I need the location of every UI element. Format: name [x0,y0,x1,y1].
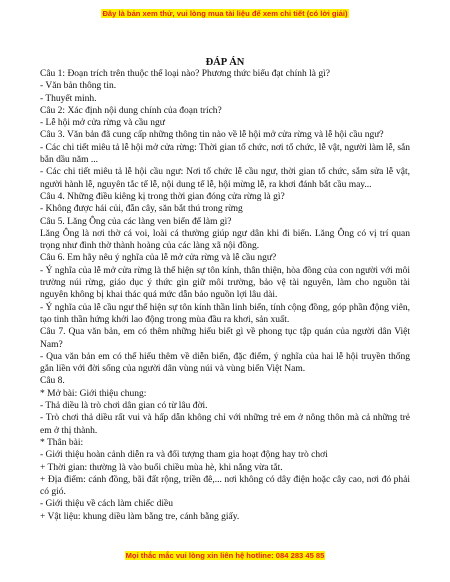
content-line: * Mở bài: Giới thiệu chung: [40,388,147,399]
content-line: - Ý nghĩa của lễ mở cửa rừng là thể hiện sự tôn kính, thân thiện, hòa đồng của con người với môi trường núi rừng, giáo dục ý thức gìn giữ môi trường, bảo vệ tài nguyên, làm cho nguồn tài nguyên không bị khai thác quá mức dẫn bảo nguồn lợi lâu dài. [40,265,410,301]
content-line: + Thời gian: thường là vào buổi chiều mùa hè, khi nắng vừa tắt. [40,462,283,473]
content-line: - Ý nghĩa của lễ cầu ngư thể hiện sự tôn kính thần linh biển, tính cộng đồng, góp phần động viên, tạo tinh thần hứng khởi lao động trong mùa đầu ra khơi, sản xuất. [40,302,410,325]
content-line: Câu 8. [40,376,65,387]
content-line: Câu 4. Những điều kiêng kị trong thời gian đóng cửa rừng là gì? [40,191,285,202]
content-line: - Giới thiệu hoàn cảnh diễn ra và đối tượng tham gia hoạt động hay trò chơi [40,450,328,461]
preview-notice-text: Đây là bản xem thử, vui lòng mua tài liệu để xem chi tiết (có lời giải) [102,9,348,18]
content-line: - Lễ hội mở cửa rừng và cầu ngư [40,118,165,129]
content-line: - Thả diều là trò chơi dân gian có từ lâu đời. [40,401,208,412]
content-line: Câu 1: Đoạn trích trên thuộc thể loại nào? Phương thức biểu đạt chính là gì? [40,69,330,79]
preview-notice-banner [0,9,450,18]
content-line: Câu 6. Em hãy nêu ý nghĩa của lễ mở cửa rừng và lễ cầu ngư? [40,253,277,264]
content-line: Lăng Ông là nơi thờ cá voi, loài cá thường giúp ngư dân khi đi biển. Lăng Ông có vị trí quan trọng như đình thờ thành hoàng của các làng xã nội đồng. [40,228,410,252]
content-line: Câu 3. Văn bản đã cung cấp những thông tin nào về lễ hội mở cửa rừng và lễ hội cầu ngư? [40,130,384,141]
content-line: - Văn bản thông tin. [40,81,117,92]
content-line: Câu 5. Lăng Ông của các làng ven biển để làm gì? [40,216,232,227]
content-line: + Vật liệu: khung diều làm bằng tre, cánh bằng giấy. [40,511,240,522]
content-line: Câu 7. Qua văn bản, em có thêm những hiểu biết gì về phong tục tập quán của người dân Việt Nam? [40,327,410,350]
content-line: - Qua văn bản em có thể hiểu thêm về diễn biến, đặc điểm, ý nghĩa của hai lễ hội truyền thống gắn liền với đời sống của người dân vùng núi và vùng biển Việt Nam. [40,351,410,375]
answer-content [40,68,410,523]
content-line: - Các chi tiết miêu tả lễ hội mở cửa rừng: Thời gian tổ chức, nơi tổ chức, lễ vật, người làm lễ, sắn bắn dầu năm ... [40,142,410,166]
page-title: ĐÁP ÁN [205,57,245,68]
content-line: - Giới thiệu về cách làm chiếc diều [40,499,173,510]
hotline-text: Mọi thắc mắc vui lòng xin liên hệ hotline: 084 283 45 85 [125,551,325,560]
content-line: - Thuyết minh. [40,93,97,104]
hotline-footer-banner [0,551,450,560]
content-line: - Trò chơi thả diều rất vui và hấp dẫn không chỉ với những trẻ em ở nông thôn mà cả những trẻ em ở thị thành. [40,413,410,436]
content-line: - Các chi tiết miêu tả lễ hội cầu ngư: Nơi tổ chức lễ cầu ngư, thời gian tổ chức, sắm sửa lễ vật, người hành lễ, nguyên tắc tế lễ, nội dung tế lễ, hội mừng lễ, ra khơi đánh bắt cầu may... [40,167,410,190]
content-line: Câu 2: Xác định nội dung chính của đoạn trích? [40,105,222,116]
content-line: - Không được hái củi, đẵn cây, săn bắt thú trong rừng [40,204,243,215]
content-line: + Địa điểm: cánh đồng, bãi đất rộng, triền đê,... nơi không có dây điện hoặc cây cao, nơi đó phải có gió. [40,474,410,498]
content-line: * Thân bài: [40,437,84,448]
